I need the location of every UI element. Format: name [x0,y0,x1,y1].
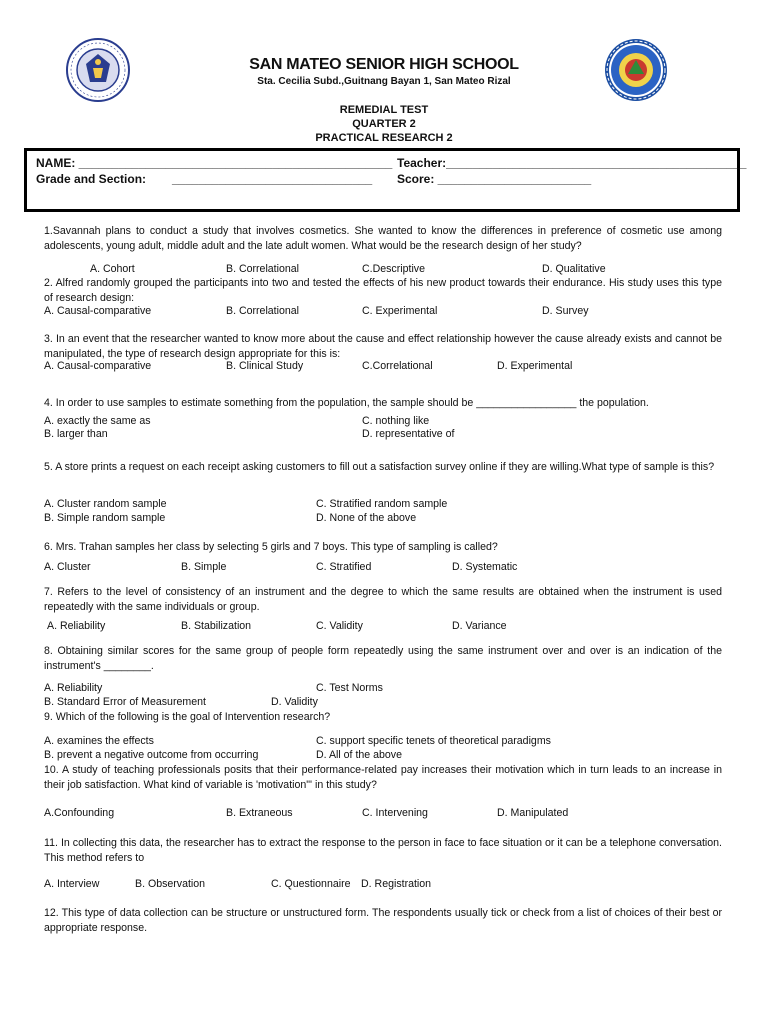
grade-section-field[interactable]: ______________________________ [172,172,373,186]
q1-option-a[interactable]: A. Cohort [90,263,135,275]
q8-option-d[interactable]: D. Validity [271,696,318,708]
q5-option-c[interactable]: C. Stratified random sample [316,498,448,510]
q8-option-b[interactable]: B. Standard Error of Measurement [44,696,206,708]
q4-option-c[interactable]: C. nothing like [362,415,430,427]
q7-option-d[interactable]: D. Variance [452,620,507,632]
q1-option-c[interactable]: C.Descriptive [362,263,425,275]
q3-option-d[interactable]: D. Experimental [497,360,573,372]
name-field[interactable]: NAME: _______________________________________________ [36,156,393,170]
q11-option-d[interactable]: D. Registration [361,878,432,890]
q8-option-c[interactable]: C. Test Norms [316,682,383,694]
q9-option-b[interactable]: B. prevent a negative outcome from occurring [44,749,259,761]
q6-option-a[interactable]: A. Cluster [44,561,91,573]
teacher-field[interactable]: Teacher:_____________________________________________ [397,156,747,170]
q7-option-c[interactable]: C. Validity [316,620,363,632]
q10-option-d[interactable]: D. Manipulated [497,807,569,819]
school-name: SAN MATEO SENIOR HIGH SCHOOL [249,56,519,73]
q8-option-a[interactable]: A. Reliability [44,682,103,694]
q10-option-b[interactable]: B. Extraneous [226,807,293,819]
q2-option-c[interactable]: C. Experimental [362,305,438,317]
q1-option-b[interactable]: B. Correlational [226,263,300,275]
subject-label: PRACTICAL RESEARCH 2 [315,132,453,144]
q1-option-d[interactable]: D. Qualitative [542,263,606,275]
q10-option-c[interactable]: C. Intervening [362,807,428,819]
q3-option-c[interactable]: C.Correlational [362,360,433,372]
question-12: 12. This type of data collection can be structure or unstructured form. The respondents usually tick or check from a list of choices of their best or appropriate response. [44,907,722,934]
question-5: 5. A store prints a request on each receipt asking customers to fill out a satisfaction survey online if they are willing.What type of sample is this? [44,461,715,473]
q9-option-c[interactable]: C. support specific tenets of theoretical paradigms [316,735,551,747]
q5-option-b[interactable]: B. Simple random sample [44,512,166,524]
q2-option-a[interactable]: A. Causal-comparative [44,305,152,317]
q6-option-b[interactable]: B. Simple [181,561,227,573]
q2-option-d[interactable]: D. Survey [542,305,589,317]
q3-option-a[interactable]: A. Causal-comparative [44,360,152,372]
question-3: 3. In an event that the researcher wanted to know more about the cause and effect relationship however the cause already exists and cannot be manipulated, the type of research design appropriate for this is: [44,333,722,360]
q2-option-b[interactable]: B. Correlational [226,305,300,317]
test-title: REMEDIAL TEST [339,104,429,116]
q9-option-a[interactable]: A. examines the effects [44,735,154,747]
grade-section-label: Grade and Section: [36,172,147,186]
question-6: 6. Mrs. Trahan samples her class by selecting 5 girls and 7 boys. This type of sampling is called? [44,541,498,553]
q7-option-a[interactable]: A. Reliability [47,620,106,632]
q6-option-d[interactable]: D. Systematic [452,561,518,573]
score-field[interactable]: Score: _______________________ [397,172,592,186]
question-7: 7. Refers to the level of consistency of an instrument and the degree to which the same results are obtained when the instrument is used repeatedly with the same individuals or group. [44,586,722,613]
quarter-label: QUARTER 2 [352,118,416,130]
q7-option-b[interactable]: B. Stabilization [181,620,252,632]
q4-option-b[interactable]: B. larger than [44,428,108,440]
q4-option-a[interactable]: A. exactly the same as [44,415,151,427]
question-10: 10. A study of teaching professionals posits that their performance-related pay increases their motivation which in turn leads to an increase in their job satisfaction. What kind of variable is 'motivation"' in this study? [44,764,722,791]
question-9: 9. Which of the following is the goal of Intervention research? [44,711,331,723]
question-1: 1.Savannah plans to conduct a study that involves cosmetics. She wanted to know the differences in preference of cosmetic use among adolescents, young adult, middle adult and the late adult women. What would be the research design of her study? [44,225,722,252]
question-11: 11. In collecting this data, the researcher has to extract the response to the person in face to face situation or it can be a telephone conversation. This method refers to [44,837,722,864]
q11-option-a[interactable]: A. Interview [44,878,100,890]
q10-option-a[interactable]: A.Confounding [44,807,115,819]
school-address: Sta. Cecilia Subd.,Guitnang Bayan 1, San Mateo Rizal [257,76,511,87]
q6-option-c[interactable]: C. Stratified [316,561,372,573]
question-2: 2. Alfred randomly grouped the participants into two and tested the effects of his new product towards their endurance. His study uses this type of research design: [44,277,722,304]
q5-option-d[interactable]: D. None of the above [316,512,417,524]
question-4: 4. In order to use samples to estimate something from the population, the sample should be _________________ the population. [44,397,649,409]
q9-option-d[interactable]: D. All of the above [316,749,402,761]
q5-option-a[interactable]: A. Cluster random sample [44,498,167,510]
q3-option-b[interactable]: B. Clinical Study [226,360,304,372]
q4-option-d[interactable]: D. representative of [362,428,455,440]
q11-option-c[interactable]: C. Questionnaire [271,878,351,890]
question-8: 8. Obtaining similar scores for the same group of people form repeatedly using the same instrument over and over is an indication of the instrument's ________. [44,645,722,672]
q11-option-b[interactable]: B. Observation [135,878,206,890]
